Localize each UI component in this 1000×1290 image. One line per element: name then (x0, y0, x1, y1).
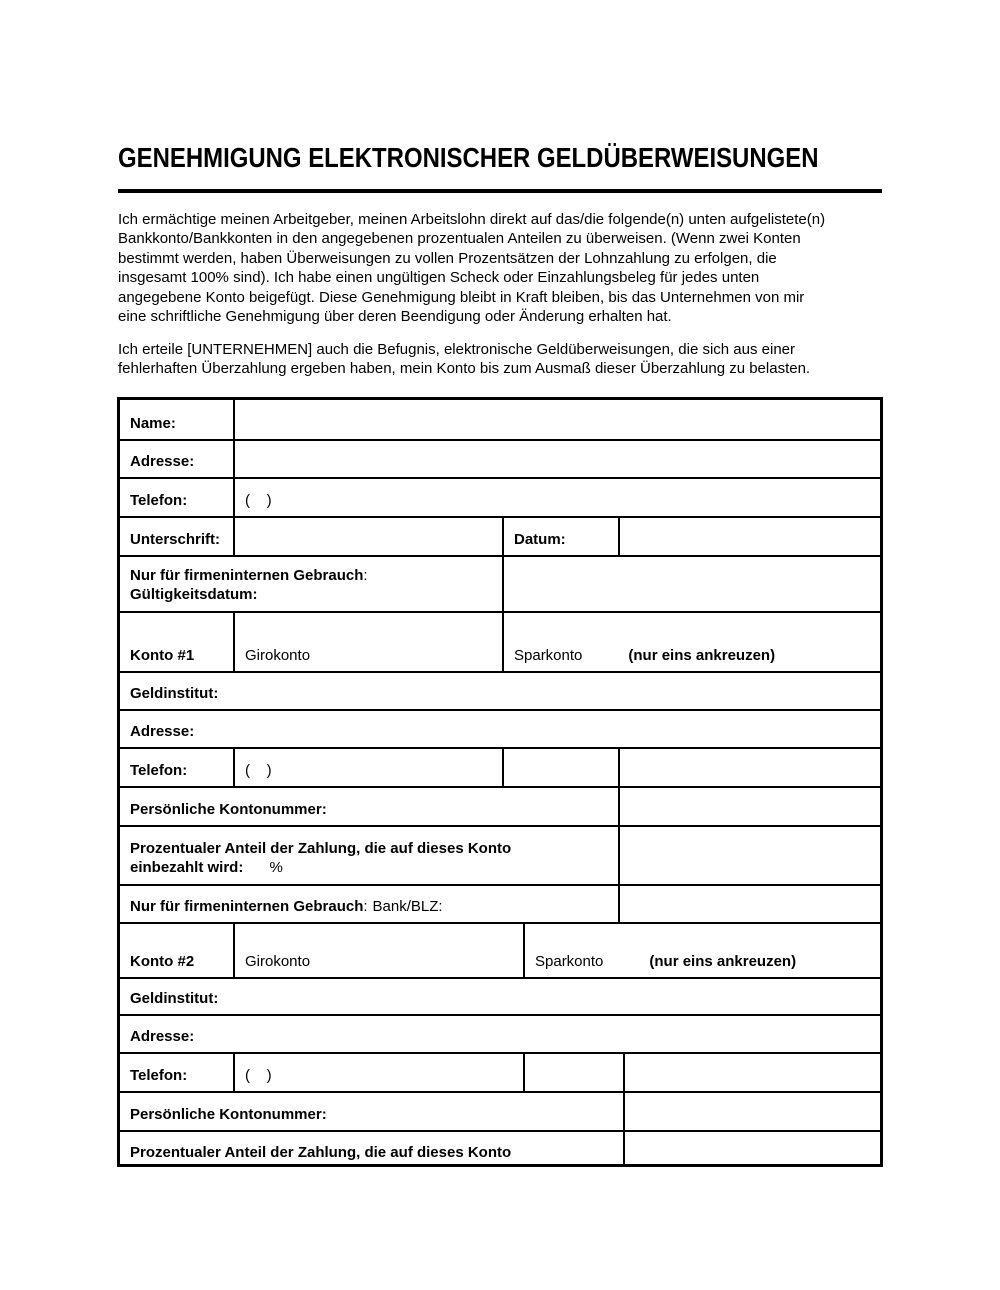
phone-label: Telefon: (130, 762, 188, 779)
address-input-cell[interactable] (235, 441, 880, 477)
internal-use-label: Nur für firmeninternen Gebrauch (130, 898, 364, 915)
intro-line: insgesamt 100% sind). Ich habe einen ungültigen Scheck oder Einzahlungsbeleg für jedes unten (118, 269, 760, 287)
signature-label-cell (120, 518, 235, 555)
internal-use-label-cell (120, 557, 504, 611)
account2-number-input-cell[interactable] (625, 1093, 880, 1130)
sparkonto-label: Sparkonto (514, 647, 583, 664)
title-divider (118, 189, 882, 193)
validity-date-input-cell[interactable] (504, 557, 880, 611)
check-one-note: (nur eins ankreuzen) (628, 647, 776, 664)
table-row (120, 788, 880, 827)
phone-input-cell[interactable] (235, 479, 880, 516)
address-label: Adresse: (130, 723, 195, 740)
table-row (120, 1054, 880, 1093)
account1-number-input-cell[interactable] (620, 788, 880, 825)
table-row (120, 827, 880, 886)
check-one-note: (nur eins ankreuzen) (649, 953, 797, 970)
table-row (120, 979, 880, 1016)
date-label: Datum: (514, 531, 566, 548)
account2-label: Konto #2 (130, 953, 195, 970)
table-row (120, 711, 880, 749)
intro-line: Bankkonto/Bankkonten in den angegebenen prozentualen Anteilen zu überweisen. (Wenn zwei Konten (118, 230, 801, 248)
table-row (120, 673, 880, 711)
signature-input-cell[interactable] (235, 518, 504, 555)
account1-bank-address-input-cell[interactable] (120, 711, 880, 747)
address-label: Adresse: (130, 453, 195, 470)
table-row (120, 479, 880, 518)
girokonto-label: Girokonto (245, 953, 311, 970)
account2-sparkonto-option[interactable] (525, 924, 880, 977)
intro-line: Ich ermächtige meinen Arbeitgeber, meinen Arbeitslohn direkt auf das/die folgende(n) unten aufgelistete(n) (118, 211, 826, 228)
percentage-label-line2: einbezahlt wird: (130, 859, 244, 876)
account-number-label: Persönliche Kontonummer: (130, 1106, 327, 1123)
account1-label-cell (120, 613, 235, 671)
table-row (120, 518, 880, 557)
account2-girokonto-option[interactable] (235, 924, 525, 977)
form-table (117, 397, 883, 1167)
table-row (120, 886, 880, 924)
date-input-cell[interactable] (620, 518, 880, 555)
account1-girokonto-option[interactable] (235, 613, 504, 671)
account1-label: Konto #1 (130, 647, 195, 664)
account1-bankcode-input-cell[interactable] (620, 886, 880, 922)
intro-line: bestimmt werden, haben Überweisungen zu vollen Prozentsätzen der Lohnzahlung zu erfolgen, die (118, 249, 777, 267)
date-label-cell (504, 518, 620, 555)
phone-label: Telefon: (130, 492, 188, 509)
account1-number-label-cell (120, 788, 620, 825)
intro-paragraph (118, 210, 825, 326)
account2-phone-input-cell[interactable] (235, 1054, 525, 1091)
percent-sign: % (269, 859, 283, 876)
address-label-cell (120, 441, 235, 477)
account2-percentage-label-cell (120, 1132, 625, 1164)
empty-cell[interactable] (504, 749, 620, 786)
signature-label: Unterschrift: (130, 531, 221, 548)
intro-line: eine schriftliche Genehmigung über deren Beendigung oder Änderung erhalten hat. (118, 308, 672, 326)
bank-label: Geldinstitut: (130, 685, 219, 702)
empty-cell[interactable] (525, 1054, 625, 1091)
phone-area-code-parens: ( ) (245, 762, 272, 779)
phone-label-cell (120, 1054, 235, 1091)
account2-label-cell (120, 924, 235, 977)
account1-phone-input-cell[interactable] (235, 749, 504, 786)
table-row (120, 749, 880, 788)
account2-number-label-cell (120, 1093, 625, 1130)
girokonto-label: Girokonto (245, 647, 311, 664)
account1-bankcode-label-cell (120, 886, 620, 922)
account2-bank-address-input-cell[interactable] (120, 1016, 880, 1052)
account1-percentage-input-cell[interactable] (620, 827, 880, 884)
colon: : (363, 898, 368, 915)
intro-line: angegebene Konto beigefügt. Diese Genehmigung bleibt in Kraft bleiben, bis das Unternehmen von mir (118, 288, 805, 306)
phone-label-cell (120, 479, 235, 516)
phone-area-code-parens: ( ) (245, 1067, 272, 1084)
percentage-label-line1: Prozentualer Anteil der Zahlung, die auf dieses Konto (130, 1144, 512, 1161)
name-label-cell (120, 400, 235, 439)
name-input-cell[interactable] (235, 400, 880, 439)
account1-sparkonto-option[interactable] (504, 613, 880, 671)
authorization-line: Ich erteile [UNTERNEHMEN] auch die Befugnis, elektronische Geldüberweisungen, die sich aus einer (118, 341, 795, 358)
table-row (120, 613, 880, 673)
colon: : (363, 567, 368, 584)
table-row (120, 441, 880, 479)
empty-cell[interactable] (625, 1054, 880, 1091)
empty-cell[interactable] (620, 749, 880, 786)
account2-bank-input-cell[interactable] (120, 979, 880, 1014)
account1-percentage-label-cell (120, 827, 620, 884)
phone-label-cell (120, 749, 235, 786)
authorization-line: fehlerhaften Überzahlung ergeben haben, mein Konto bis zum Ausmaß dieser Überzahlung zu belasten. (118, 360, 811, 378)
sparkonto-label: Sparkonto (535, 953, 604, 970)
bank-label: Geldinstitut: (130, 990, 219, 1007)
address-label: Adresse: (130, 1028, 195, 1045)
table-row (120, 1016, 880, 1054)
internal-use-label: Nur für firmeninternen Gebrauch (130, 567, 364, 584)
percentage-label-line1: Prozentualer Anteil der Zahlung, die auf dieses Konto (130, 840, 512, 857)
page-title: GENEHMIGUNG ELEKTRONISCHER GELDÜBERWEISUNGEN (118, 142, 819, 173)
validity-date-label: Gültigkeitsdatum: (130, 586, 258, 603)
table-row (120, 1093, 880, 1132)
account1-bank-input-cell[interactable] (120, 673, 880, 709)
phone-label: Telefon: (130, 1067, 188, 1084)
table-row (120, 1132, 880, 1164)
name-label: Name: (130, 415, 176, 432)
table-row (120, 400, 880, 441)
phone-area-code-parens: ( ) (245, 492, 272, 509)
authorization-paragraph (118, 340, 810, 379)
table-row (120, 924, 880, 979)
account-number-label: Persönliche Kontonummer: (130, 801, 327, 818)
account2-percentage-input-cell[interactable] (625, 1132, 880, 1164)
table-row (120, 557, 880, 613)
bank-blz-label: Bank/BLZ: (372, 898, 443, 915)
